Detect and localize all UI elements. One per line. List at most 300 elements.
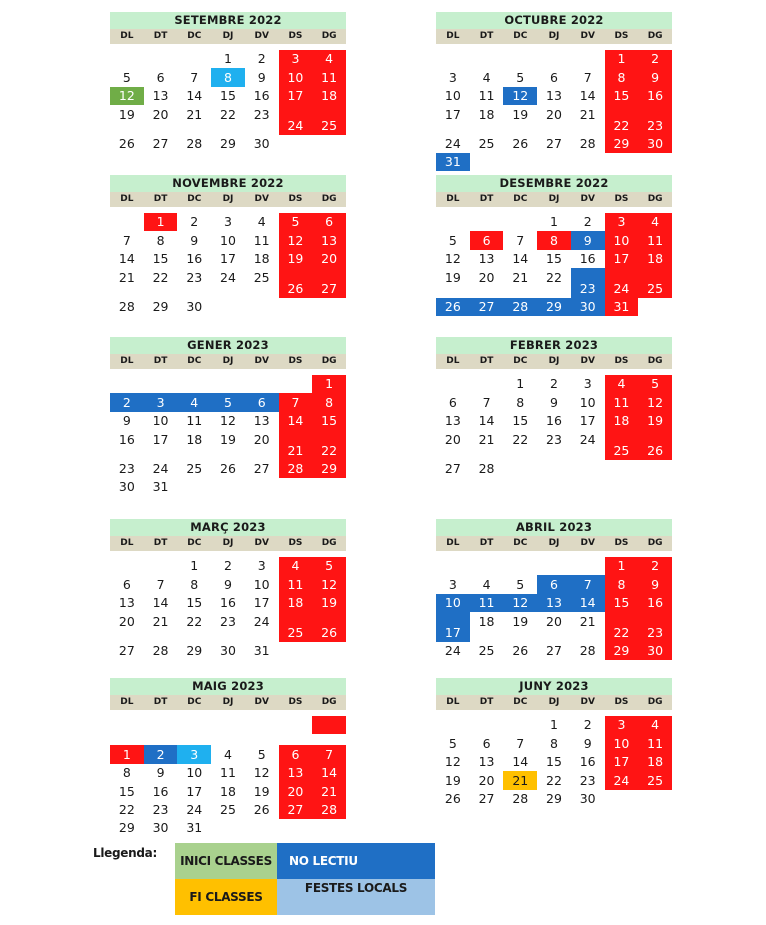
day-number: 18 — [220, 783, 236, 799]
day-cell — [245, 801, 279, 819]
day-cell — [279, 393, 313, 411]
day-number: 19 — [118, 106, 135, 122]
day-cell — [537, 430, 571, 448]
weekday-label: DT — [153, 194, 168, 204]
day-number: 17 — [444, 624, 461, 640]
day-cell — [638, 412, 672, 430]
day-cell — [638, 430, 672, 459]
day-cell — [503, 135, 537, 153]
day-cell — [638, 716, 672, 734]
day-number: 25 — [220, 801, 236, 817]
day-number: 30 — [647, 135, 664, 151]
day-number: 5 — [122, 69, 131, 85]
weekday-label: DG — [321, 538, 337, 548]
day-number: 21 — [579, 106, 596, 122]
day-cell — [312, 68, 346, 86]
day-number: 13 — [118, 595, 135, 611]
day-number: 1 — [516, 376, 525, 392]
day-cell — [605, 231, 639, 249]
day-cell — [144, 801, 178, 819]
day-number: 9 — [224, 576, 232, 592]
day-number: 7 — [583, 576, 592, 592]
day-cell — [537, 105, 571, 123]
day-cell — [279, 557, 313, 575]
day-number: 22 — [613, 117, 630, 133]
day-cell — [312, 801, 346, 819]
day-cell — [177, 819, 211, 837]
day-cell — [110, 612, 144, 630]
day-number: 28 — [118, 298, 135, 314]
day-number: 28 — [287, 460, 304, 476]
day-number: 16 — [253, 88, 270, 104]
day-number: 7 — [291, 394, 300, 410]
weekday-label: DV — [580, 697, 595, 707]
day-number: 14 — [512, 754, 529, 770]
day-cell — [144, 764, 178, 782]
day-cell — [605, 105, 639, 134]
day-cell — [503, 753, 537, 771]
weekday-label: DC — [187, 194, 202, 204]
weekday-label: DS — [614, 538, 629, 548]
day-number: 17 — [613, 754, 630, 770]
day-number: 29 — [546, 790, 562, 806]
day-cell — [245, 87, 279, 105]
weekday-label: DV — [254, 697, 269, 707]
day-cell — [245, 393, 279, 411]
weekday-header — [110, 29, 346, 44]
day-cell — [279, 782, 313, 800]
day-number: 17 — [444, 106, 461, 122]
day-cell — [571, 213, 605, 231]
day-number: 25 — [647, 280, 664, 296]
day-cell — [279, 50, 313, 68]
day-number: 1 — [325, 376, 334, 392]
day-number: 29 — [613, 135, 630, 151]
weekday-label: DS — [614, 31, 629, 41]
day-number: 6 — [291, 746, 300, 762]
day-cell — [436, 268, 470, 286]
day-cell — [436, 734, 470, 752]
day-number: 15 — [152, 251, 169, 267]
day-number: 14 — [152, 595, 169, 611]
day-cell — [245, 612, 279, 630]
day-cell — [110, 87, 144, 105]
day-number: 20 — [287, 783, 304, 799]
day-number: 30 — [579, 790, 596, 806]
day-number: 14 — [321, 765, 338, 781]
legend-inici-classes: INICI CLASSES — [175, 843, 277, 879]
day-number: 22 — [546, 772, 562, 788]
day-number: 18 — [478, 613, 495, 629]
day-number: 1 — [156, 214, 165, 230]
day-number: 14 — [287, 413, 304, 429]
day-cell — [144, 782, 178, 800]
day-number: 20 — [118, 613, 135, 629]
day-number: 18 — [647, 251, 664, 267]
day-number: 21 — [512, 269, 529, 285]
weekday-label: DT — [153, 31, 168, 41]
day-cell — [279, 250, 313, 268]
day-number: 14 — [579, 595, 596, 611]
day-number: 6 — [550, 576, 558, 592]
day-number: 28 — [321, 801, 338, 817]
day-cell — [470, 790, 504, 808]
day-cell — [211, 213, 245, 231]
month-5 — [436, 337, 672, 476]
day-cell — [537, 412, 571, 430]
day-number: 21 — [287, 442, 304, 458]
day-cell — [245, 745, 279, 763]
day-number: 9 — [583, 735, 592, 751]
weekday-header — [436, 354, 672, 369]
day-cell — [144, 250, 178, 268]
day-cell — [312, 268, 346, 297]
day-number: 20 — [321, 251, 338, 267]
weekday-header — [110, 354, 346, 369]
day-number: 30 — [579, 298, 596, 314]
day-number: 1 — [550, 214, 558, 230]
day-number: 27 — [478, 790, 495, 806]
day-number: 25 — [613, 442, 630, 458]
day-number: 15 — [512, 413, 529, 429]
day-cell — [245, 557, 279, 575]
day-cell — [312, 745, 346, 763]
day-number: 24 — [152, 460, 169, 476]
day-cell — [110, 801, 144, 819]
day-number: 15 — [613, 88, 630, 104]
day-number: 8 — [122, 765, 131, 781]
day-cell — [177, 460, 211, 478]
day-number: 30 — [220, 642, 236, 658]
day-cell — [279, 764, 313, 782]
day-cell — [177, 745, 211, 763]
day-cell — [110, 231, 144, 249]
day-cell — [279, 745, 313, 763]
day-number: 2 — [550, 376, 558, 392]
day-cell — [110, 460, 144, 478]
day-cell — [177, 213, 211, 231]
weekday-label: DS — [288, 31, 303, 41]
day-cell — [571, 105, 605, 123]
day-number: 22 — [321, 442, 338, 458]
day-cell — [638, 642, 672, 660]
day-number: 11 — [186, 413, 203, 429]
day-cell — [245, 105, 279, 123]
weekday-label: DT — [479, 31, 494, 41]
day-cell — [144, 575, 178, 593]
day-cell — [638, 771, 672, 789]
day-number: 21 — [186, 106, 203, 122]
day-cell — [245, 642, 279, 660]
weekday-header — [436, 29, 672, 44]
day-cell — [436, 87, 470, 105]
day-number: 20 — [444, 431, 461, 447]
day-number: 6 — [448, 394, 457, 410]
day-cell — [571, 87, 605, 105]
weekday-label: DS — [288, 538, 303, 548]
day-number: 7 — [190, 69, 199, 85]
day-number: 26 — [444, 298, 461, 314]
day-number: 4 — [651, 717, 660, 733]
day-number: 26 — [253, 801, 270, 817]
weekday-label: DG — [647, 697, 663, 707]
day-number: 26 — [321, 624, 338, 640]
day-number: 4 — [291, 558, 300, 574]
day-cell — [605, 412, 639, 430]
day-cell — [211, 557, 245, 575]
day-number: 18 — [478, 106, 495, 122]
day-number: 31 — [152, 479, 169, 495]
day-cell — [211, 231, 245, 249]
day-cell — [110, 393, 144, 411]
day-cell — [211, 68, 245, 86]
day-number: 16 — [546, 413, 562, 429]
day-cell — [211, 50, 245, 68]
day-number: 8 — [516, 394, 525, 410]
day-cell — [537, 231, 571, 249]
day-cell — [312, 557, 346, 575]
day-number: 9 — [122, 413, 131, 429]
day-cell — [279, 412, 313, 430]
day-cell — [144, 268, 178, 286]
weekday-label: DL — [446, 194, 460, 204]
weekday-label: DC — [187, 697, 202, 707]
day-number: 14 — [579, 88, 596, 104]
month-6 — [110, 519, 346, 658]
weekday-label: DL — [120, 31, 134, 41]
day-number: 8 — [617, 69, 626, 85]
day-cell — [144, 612, 178, 630]
weekday-label: DJ — [222, 538, 234, 548]
day-cell — [571, 135, 605, 153]
day-number: 3 — [291, 51, 300, 67]
weekday-label: DL — [120, 538, 134, 548]
day-number: 7 — [122, 232, 131, 248]
weekday-header — [436, 536, 672, 551]
day-cell — [605, 716, 639, 734]
month-title: GENER 2023 — [110, 337, 346, 354]
day-number: 4 — [651, 214, 660, 230]
day-number: 24 — [579, 431, 596, 447]
day-cell — [177, 612, 211, 630]
day-number: 19 — [647, 413, 664, 429]
weekday-label: DL — [446, 697, 460, 707]
day-number: 6 — [550, 69, 558, 85]
day-cell — [211, 612, 245, 630]
day-cell — [503, 105, 537, 123]
weekday-label: DT — [153, 538, 168, 548]
day-cell — [605, 430, 639, 459]
weekday-label: DL — [446, 31, 460, 41]
day-number: 31 — [613, 298, 630, 314]
day-number: 15 — [186, 595, 203, 611]
day-number: 29 — [118, 820, 135, 836]
day-number: 3 — [448, 576, 457, 592]
day-cell — [211, 460, 245, 478]
weekday-label: DT — [153, 356, 168, 366]
day-cell — [211, 393, 245, 411]
weekday-label: DS — [614, 356, 629, 366]
day-cell — [537, 716, 571, 734]
day-cell — [312, 612, 346, 641]
day-cell — [503, 87, 537, 105]
day-cell — [110, 478, 144, 496]
day-cell — [144, 213, 178, 231]
day-number: 12 — [512, 595, 529, 611]
day-cell — [605, 250, 639, 268]
weekday-label: DT — [479, 538, 494, 548]
day-cell — [503, 594, 537, 612]
month-title: MARÇ 2023 — [110, 519, 346, 536]
day-number: 11 — [287, 576, 304, 592]
day-cell — [638, 50, 672, 68]
day-cell — [470, 250, 504, 268]
day-cell — [503, 734, 537, 752]
day-number: 29 — [220, 135, 236, 151]
day-number: 26 — [220, 460, 236, 476]
day-cell — [279, 594, 313, 612]
day-cell — [312, 460, 346, 478]
day-cell — [312, 764, 346, 782]
day-cell — [436, 594, 470, 612]
day-number: 10 — [444, 595, 461, 611]
day-cell — [436, 68, 470, 86]
day-cell — [110, 412, 144, 430]
day-cell — [144, 105, 178, 123]
day-cell — [144, 478, 178, 496]
day-cell — [571, 375, 605, 393]
day-number: 18 — [613, 413, 630, 429]
day-cell — [537, 135, 571, 153]
day-number: 3 — [190, 746, 199, 762]
day-cell — [211, 745, 245, 763]
day-number: 15 — [118, 783, 135, 799]
day-number: 14 — [512, 251, 529, 267]
day-number: 16 — [186, 251, 203, 267]
weekday-label: DG — [321, 697, 337, 707]
day-number: 9 — [651, 69, 660, 85]
day-cell — [211, 412, 245, 430]
day-number: 13 — [444, 413, 461, 429]
day-cell — [436, 135, 470, 153]
day-cell — [312, 575, 346, 593]
month-title: NOVEMBRE 2022 — [110, 175, 346, 192]
weekday-label: DL — [120, 697, 134, 707]
day-number: 23 — [579, 772, 596, 788]
day-cell — [177, 412, 211, 430]
day-cell — [470, 771, 504, 789]
day-number: 2 — [122, 394, 131, 410]
day-cell — [503, 298, 537, 316]
day-cell — [436, 460, 470, 478]
month-title: FEBRER 2023 — [436, 337, 672, 354]
day-number: 1 — [617, 51, 626, 67]
day-number: 28 — [152, 642, 169, 658]
month-7 — [436, 519, 672, 658]
day-cell — [605, 135, 639, 153]
day-number: 7 — [482, 394, 491, 410]
day-cell — [245, 594, 279, 612]
weekday-label: DC — [513, 356, 528, 366]
day-cell — [503, 612, 537, 630]
day-cell — [605, 50, 639, 68]
day-cell — [312, 430, 346, 459]
day-cell — [537, 393, 571, 411]
day-number: 12 — [512, 88, 529, 104]
day-number: 14 — [186, 88, 203, 104]
day-cell — [110, 575, 144, 593]
day-cell — [312, 213, 346, 231]
day-cell — [436, 771, 470, 789]
day-cell — [279, 231, 313, 249]
month-8 — [110, 678, 346, 836]
day-number: 20 — [546, 613, 562, 629]
day-number: 2 — [583, 717, 592, 733]
weekday-label: DC — [513, 31, 528, 41]
weekday-label: DJ — [548, 356, 560, 366]
day-cell — [110, 642, 144, 660]
weekday-label: DC — [513, 697, 528, 707]
day-number: 6 — [325, 214, 334, 230]
day-number: 1 — [122, 746, 131, 762]
day-number: 27 — [478, 298, 495, 314]
day-number: 2 — [190, 214, 199, 230]
day-number: 13 — [546, 595, 562, 611]
day-cell — [503, 393, 537, 411]
weekday-label: DG — [321, 194, 337, 204]
day-number: 10 — [613, 735, 630, 751]
day-number: 11 — [478, 88, 495, 104]
day-number: 17 — [579, 413, 596, 429]
day-number: 31 — [253, 642, 270, 658]
day-number: 16 — [647, 88, 664, 104]
weekday-label: DV — [580, 356, 595, 366]
day-cell — [436, 790, 470, 808]
day-number: 6 — [482, 232, 491, 248]
day-cell — [605, 213, 639, 231]
day-number: 3 — [617, 214, 626, 230]
day-number: 26 — [287, 280, 304, 296]
day-number: 28 — [579, 135, 596, 151]
day-number: 24 — [444, 642, 461, 658]
day-cell — [436, 430, 470, 448]
day-number: 23 — [546, 431, 562, 447]
day-cell — [470, 734, 504, 752]
day-cell — [312, 105, 346, 134]
day-cell — [537, 771, 571, 789]
day-cell — [436, 231, 470, 249]
day-number: 19 — [287, 251, 304, 267]
day-cell — [144, 642, 178, 660]
day-number: 7 — [325, 746, 334, 762]
day-cell — [470, 68, 504, 86]
day-cell — [638, 231, 672, 249]
day-number: 10 — [152, 413, 169, 429]
day-number: 3 — [224, 214, 232, 230]
day-number: 29 — [613, 642, 630, 658]
day-cell — [110, 250, 144, 268]
day-number: 27 — [118, 642, 135, 658]
day-cell — [605, 594, 639, 612]
day-cell — [312, 594, 346, 612]
day-cell — [605, 575, 639, 593]
weekday-label: DV — [580, 194, 595, 204]
day-number: 19 — [444, 269, 461, 285]
day-number: 24 — [287, 117, 304, 133]
month-title: JUNY 2023 — [436, 678, 672, 695]
day-number: 6 — [257, 394, 266, 410]
day-number: 17 — [186, 783, 203, 799]
